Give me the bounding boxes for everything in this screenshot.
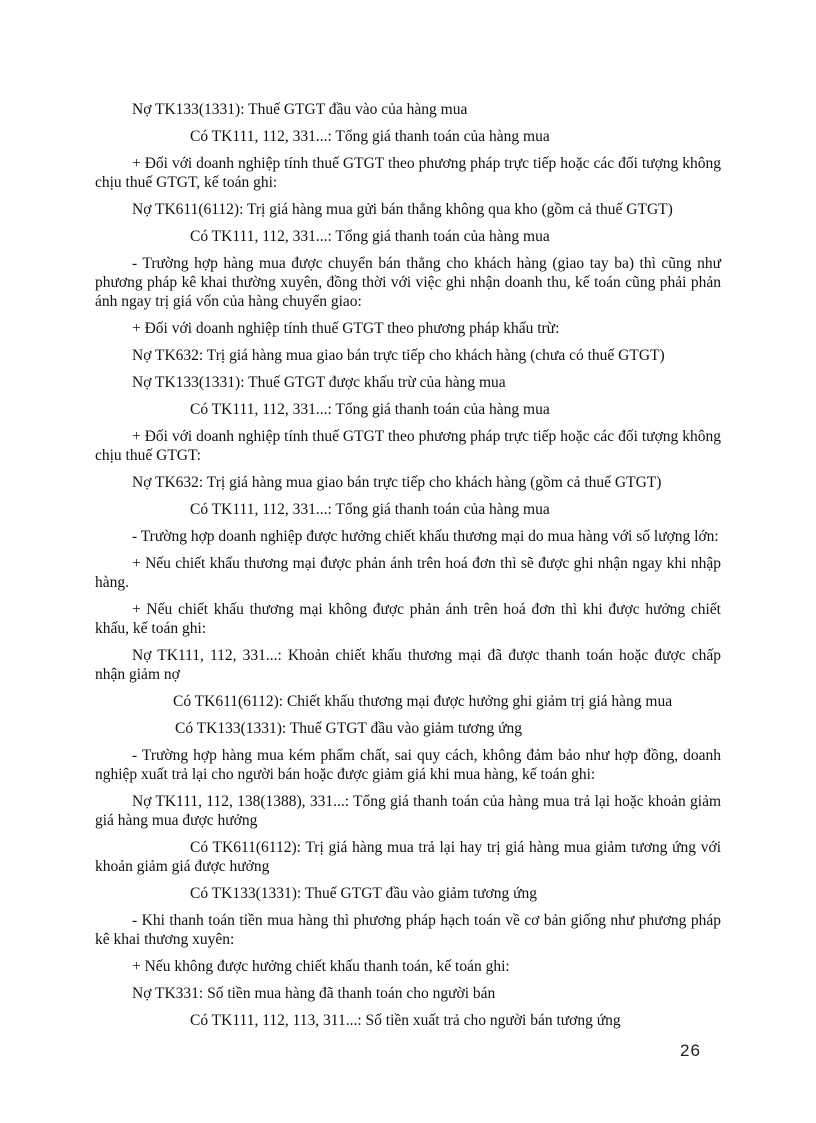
entry-credit-line: Có TK611(6112): Trị giá hàng mua trả lại hay trị giá hàng mua giảm tương ứng với khoản giảm giá được hưởng: [95, 839, 721, 875]
paragraph: + Đối với doanh nghiệp tính thuế GTGT theo phương pháp trực tiếp hoặc các đối tượng không chịu thuế GTGT:: [95, 428, 721, 464]
entry-debit-line: Nợ TK632: Trị giá hàng mua giao bán trực tiếp cho khách hàng (chưa có thuế GTGT): [132, 347, 665, 364]
entry-debit-line: Nợ TK611(6112): Trị giá hàng mua gửi bán thẳng không qua kho (gồm cả thuế GTGT): [132, 201, 673, 218]
entry-credit-line: Có TK133(1331): Thuế GTGT đầu vào giảm tương ứng: [175, 720, 523, 737]
paragraph: + Nếu không được hưởng chiết khấu thanh toán, kế toán ghi:: [132, 958, 510, 975]
paragraph: - Trường hợp doanh nghiệp được hưởng chiết khấu thương mại do mua hàng với số lượng lớn:: [132, 528, 719, 545]
entry-debit-line: Nợ TK632: Trị giá hàng mua giao bán trực tiếp cho khách hàng (gồm cả thuế GTGT): [132, 474, 662, 491]
entry-debit-line: Nợ TK133(1331): Thuế GTGT đầu vào của hàng mua: [132, 101, 468, 118]
page-body: [95, 100, 721, 1038]
paragraph: + Đối với doanh nghiệp tính thuế GTGT theo phương pháp trực tiếp hoặc các đối tượng không chịu thuế GTGT, kế toán ghi:: [95, 155, 721, 191]
paragraph: + Đối với doanh nghiệp tính thuế GTGT theo phương pháp khấu trừ:: [132, 320, 560, 337]
entry-credit-line: Có TK111, 112, 331...: Tổng giá thanh toán của hàng mua: [190, 401, 550, 418]
paragraph: + Nếu chiết khấu thương mại được phản ánh trên hoá đơn thì sẽ được ghi nhận ngay khi nhập hàng.: [95, 555, 721, 591]
entry-credit-line: Có TK111, 112, 331...: Tổng giá thanh toán của hàng mua: [190, 501, 550, 518]
entry-debit-line: Nợ TK111, 112, 138(1388), 331...: Tổng giá thanh toán của hàng mua trả lại hoặc khoản giảm giá hàng mua được hưởng: [95, 793, 721, 829]
paragraph: + Nếu chiết khấu thương mại không được phản ánh trên hoá đơn thì khi được hưởng chiết khấu, kế toán ghi:: [95, 601, 721, 637]
entry-debit-line: Nợ TK331: Số tiền mua hàng đã thanh toán cho người bán: [132, 985, 496, 1002]
paragraph: - Trường hợp hàng mua kém phẩm chất, sai quy cách, không đảm bảo như hợp đồng, doanh nghiệp xuất trả lại cho người bán hoặc được giảm giá khi mua hàng, kế toán ghi:: [95, 747, 721, 783]
entry-credit-line: Có TK111, 112, 331...: Tổng giá thanh toán của hàng mua: [190, 228, 550, 245]
page-number: 26: [680, 1041, 701, 1060]
paragraph: - Trường hợp hàng mua được chuyển bán thẳng cho khách hàng (giao tay ba) thì cũng như phương pháp kê khai thường xuyên, đồng thời với việc ghi nhận doanh thu, kế toán cũng phải phản ánh ngay trị giá vốn của hàng chuyển giao:: [95, 255, 721, 310]
entry-debit-line: Nợ TK111, 112, 331...: Khoản chiết khấu thương mại đã được thanh toán hoặc được chấp nhận giảm nợ: [95, 647, 721, 683]
entry-credit-line: Có TK111, 112, 113, 311...: Số tiền xuất trả cho người bán tương ứng: [190, 1012, 621, 1029]
entry-credit-line: Có TK111, 112, 331...: Tổng giá thanh toán của hàng mua: [190, 128, 550, 145]
entry-debit-line: Nợ TK133(1331): Thuế GTGT được khấu trừ của hàng mua: [132, 374, 506, 391]
paragraph: - Khi thanh toán tiền mua hàng thì phương pháp hạch toán về cơ bản giống như phương pháp kê khai thương xuyên:: [95, 912, 721, 948]
entry-credit-line: Có TK611(6112): Chiết khấu thương mại được hưởng ghi giảm trị giá hàng mua: [173, 693, 673, 710]
entry-credit-line: Có TK133(1331): Thuế GTGT đầu vào giảm tương ứng: [190, 885, 538, 902]
